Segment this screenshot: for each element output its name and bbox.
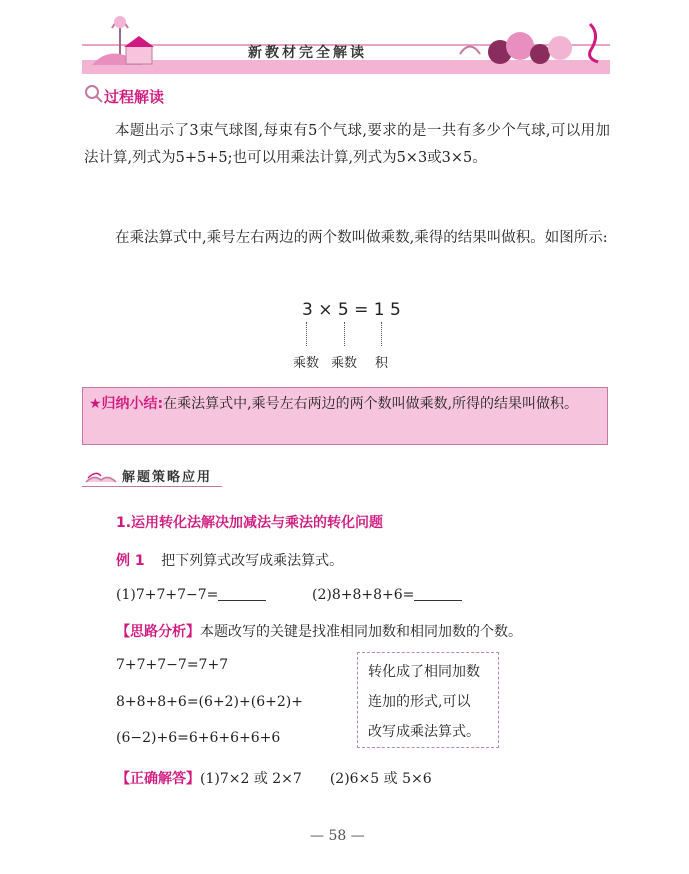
- answer-row: [116, 768, 432, 788]
- flower-cloud-decoration-icon: [440, 14, 610, 64]
- example-label: 例 1: [116, 553, 145, 569]
- work-line-2: 8+8+8+6=(6+2)+(6+2)+: [116, 694, 303, 710]
- summary-text: 在乘法算式中,乘号左右两边的两个数叫做乘数,所得的结果叫做积。: [163, 396, 579, 412]
- strategy-underline: [82, 486, 222, 487]
- house-tree-decoration-icon: [82, 10, 172, 68]
- question-2-text: (2)8+8+8+6=: [312, 587, 415, 603]
- page-number: — 58 —: [310, 828, 365, 844]
- header-title: 新教材完全解读: [248, 45, 367, 61]
- subsection-title: 1.运用转化法解决加减法与乘法的转化问题: [116, 515, 384, 531]
- note-box: [357, 652, 499, 748]
- note-line-3: 改写成乘法算式。: [368, 724, 480, 740]
- section-title: 过程解读: [104, 88, 165, 106]
- analysis-text: 本题改写的关键是找准相同加数和相同加数的个数。: [200, 624, 522, 640]
- formula: 3 × 5 = 1 5: [302, 300, 401, 320]
- question-2: [312, 586, 462, 603]
- answer-blank: [218, 586, 266, 601]
- analysis-label: 【思路分析】: [116, 624, 200, 640]
- example-text: 把下列算式改写成乘法算式。: [161, 553, 344, 569]
- label-factor-2: 乘数: [331, 356, 358, 371]
- note-line-1: 转化成了相同加数: [368, 664, 480, 680]
- label-factor-1: 乘数: [293, 356, 320, 371]
- question-1: [116, 586, 266, 603]
- answer-label: 【正确解答】: [116, 771, 200, 787]
- answer-text: (1)7×2 或 2×7 (2)6×5 或 5×6: [200, 771, 432, 787]
- note-line-2: 连加的形式,可以: [368, 694, 471, 710]
- magnifier-icon: [84, 84, 104, 104]
- answer-blank: [414, 586, 462, 601]
- label-product: 积: [375, 356, 389, 371]
- summary-label: ★归纳小结:: [89, 396, 164, 412]
- summary-box: [82, 387, 608, 445]
- dotted-connector: [306, 322, 308, 346]
- question-1-text: (1)7+7+7−7=: [116, 587, 219, 603]
- example-row: [116, 550, 343, 570]
- dotted-connector: [381, 322, 383, 346]
- strategy-title: 解题策略应用: [122, 470, 213, 485]
- work-line-1: 7+7+7−7=7+7: [116, 657, 229, 673]
- paragraph-1: 本题出示了3束气球图,每束有5个气球,要求的是一共有多少个气球,可以用加法计算,列式为5+5+5;也可以用乘法计算,列式为5×3或3×5。: [84, 123, 610, 166]
- work-line-3: (6−2)+6=6+6+6+6+6: [116, 730, 281, 746]
- paragraph-2: 在乘法算式中,乘号左右两边的两个数叫做乘数,乘得的结果叫做积。如图所示:: [115, 230, 608, 246]
- analysis-row: [116, 621, 522, 641]
- book-icon: [84, 466, 118, 486]
- dotted-connector: [344, 322, 346, 346]
